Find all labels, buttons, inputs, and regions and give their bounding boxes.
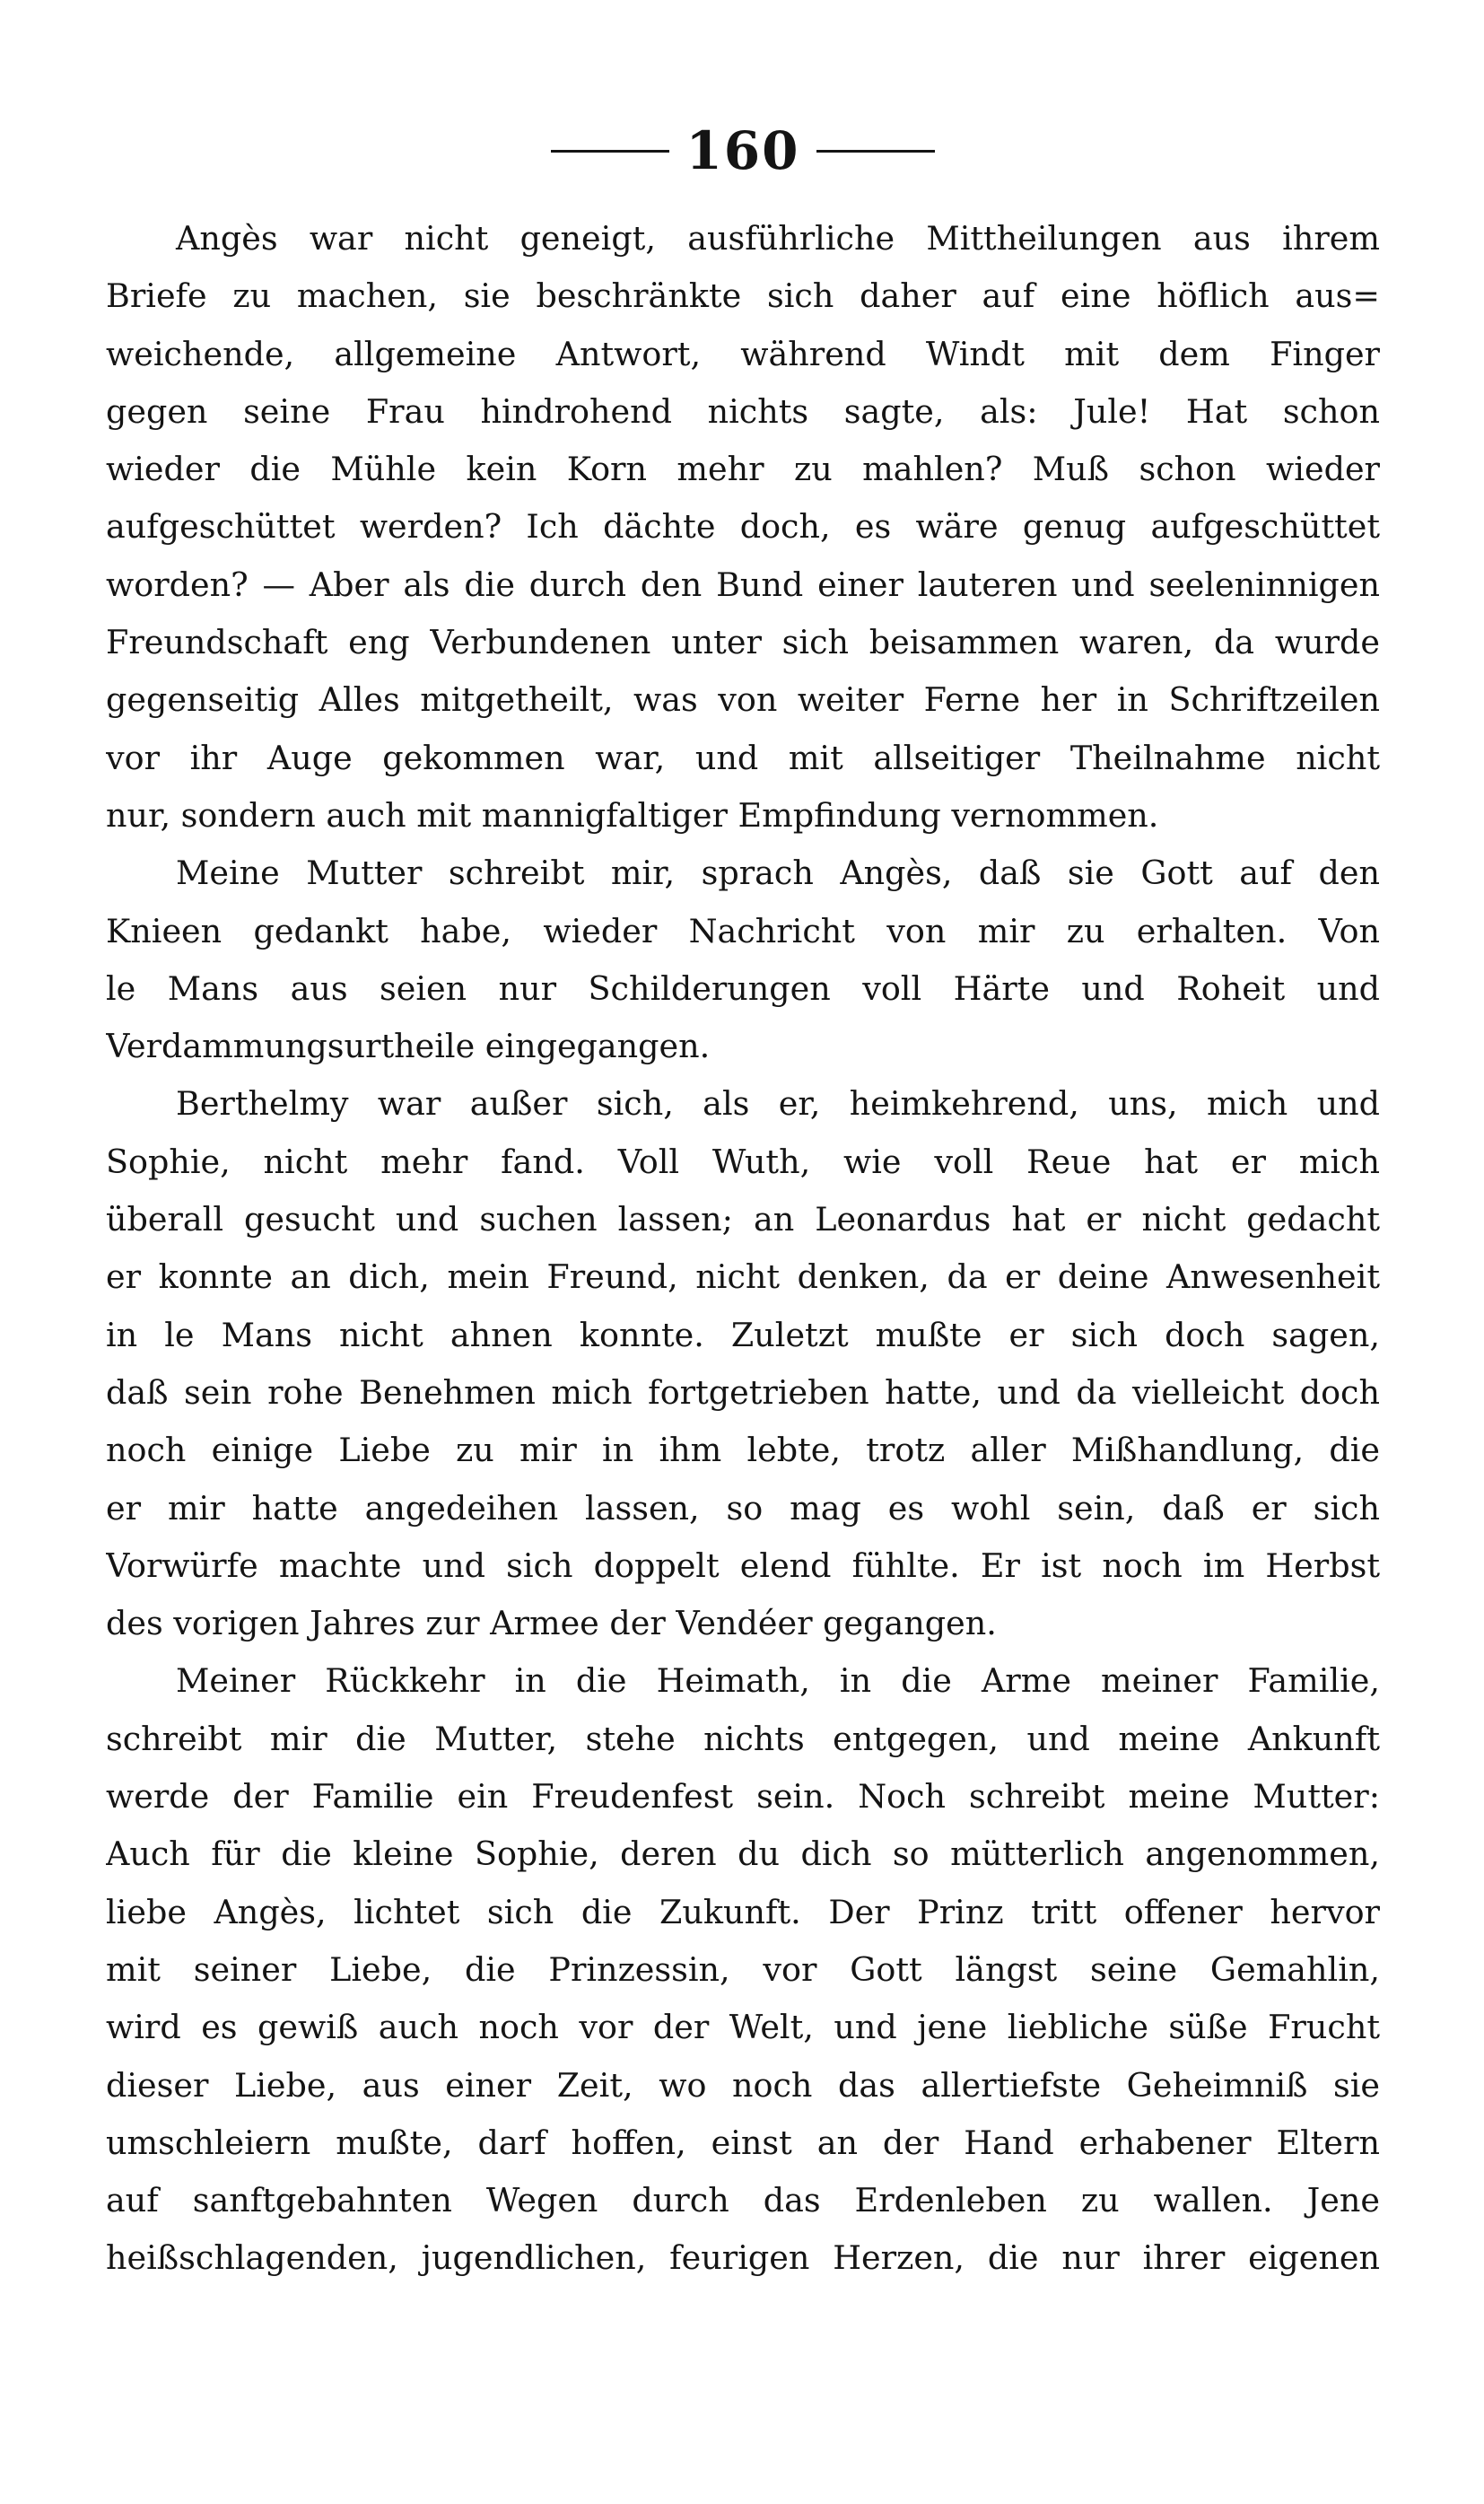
text-line: schreibt mir die Mutter, stehe nichts entgegen, und meine Ankunft [106, 1719, 1380, 1758]
book-page [106, 115, 1380, 2466]
text-line: wieder die Mühle kein Korn mehr zu mahlen? Muß schon wieder [106, 450, 1380, 489]
text-line: daß sein rohe Benehmen mich fortgetrieben hatte, und da vielleicht doch [106, 1372, 1380, 1412]
text-line: mit seiner Liebe, die Prinzessin, vor Gott längst seine Gemahlin, [106, 1949, 1380, 1989]
header-rule-right [816, 150, 935, 153]
text-line: Vorwürfe machte und sich doppelt elend fühlte. Er ist noch im Herbst [106, 1545, 1380, 1585]
text-line: heißschlagenden, jugendlichen, feurigen Herzen, die nur ihrer eigenen [106, 2238, 1380, 2278]
paragraph [106, 1652, 1380, 2287]
text-line: auf sanftgebahnten Wegen durch das Erdenleben zu wallen. Jene [106, 2181, 1380, 2220]
text-line: noch einige Liebe zu mir in ihm lebte, trotz aller Mißhandlung, die [106, 1431, 1380, 1470]
text-line: Meine Mutter schreibt mir, sprach Angès, daß sie Gott auf den [176, 854, 1380, 893]
text-line: liebe Angès, lichtet sich die Zukunft. Der Prinz tritt offener hervor [106, 1892, 1380, 1931]
text-line: Verdammungsurtheile eingegangen. [106, 1027, 711, 1066]
text-line: umschleiern mußte, darf hoffen, einst an der Hand erhabener Eltern [106, 2123, 1380, 2162]
header-rule-left [551, 150, 669, 153]
text-line: nur, sondern auch mit mannigfaltiger Empfindung vernommen. [106, 795, 1159, 835]
page-header [106, 115, 1380, 187]
text-line: gegenseitig Alles mitgetheilt, was von weiter Ferne her in Schriftzeilen [106, 680, 1380, 720]
text-line: er mir hatte angedeihen lassen, so mag es wohl sein, daß er sich [106, 1488, 1380, 1528]
text-line: Knieen gedankt habe, wieder Nachricht von mir zu erhalten. Von [106, 911, 1380, 950]
paragraph [106, 210, 1380, 845]
text-line: gegen seine Frau hindrohend nichts sagte, als: Jule! Hat schon [106, 391, 1380, 431]
text-line: dieser Liebe, aus einer Zeit, wo noch das allertiefste Geheimniß sie [106, 2065, 1380, 2105]
text-line: weichende, allgemeine Antwort, während Windt mit dem Finger [106, 334, 1380, 373]
text-line: er konnte an dich, mein Freund, nicht denken, da er deine Anwesenheit [106, 1257, 1380, 1297]
text-line: worden? — Aber als die durch den Bund einer lauteren und seeleninnigen [106, 565, 1380, 604]
text-line: Angès war nicht geneigt, ausführliche Mittheilungen aus ihrem [176, 219, 1380, 258]
text-line: vor ihr Auge gekommen war, und mit allseitiger Theilnahme nicht [106, 738, 1380, 777]
text-line: Berthelmy war außer sich, als er, heimkehrend, uns, mich und [176, 1084, 1380, 1124]
body-text [106, 210, 1380, 2288]
text-line: des vorigen Jahres zur Armee der Vendéer gegangen. [106, 1604, 997, 1643]
text-line: Meiner Rückkehr in die Heimath, in die Arme meiner Familie, [176, 1661, 1380, 1701]
text-line: Freundschaft eng Verbundenen unter sich beisammen waren, da wurde [106, 623, 1380, 662]
text-line: wird es gewiß auch noch vor der Welt, und jene liebliche süße Frucht [106, 2008, 1380, 2047]
paragraph [106, 1075, 1380, 1652]
text-line: aufgeschüttet werden? Ich dächte doch, es wäre genug aufgeschüttet [106, 507, 1380, 547]
text-line: le Mans aus seien nur Schilderungen voll Härte und Roheit und [106, 968, 1380, 1008]
text-line: in le Mans nicht ahnen konnte. Zuletzt mußte er sich doch sagen, [106, 1315, 1380, 1354]
paragraph [106, 845, 1380, 1075]
text-line: Briefe zu machen, sie beschränkte sich daher auf eine höflich aus= [106, 276, 1380, 316]
text-line: Auch für die kleine Sophie, deren du dich so mütterlich angenommen, [106, 1834, 1380, 1874]
text-line: Sophie, nicht mehr fand. Voll Wuth, wie voll Reue hat er mich [106, 1142, 1380, 1181]
page-number: 160 [685, 120, 800, 181]
text-line: werde der Familie ein Freudenfest sein. Noch schreibt meine Mutter: [106, 1777, 1380, 1817]
text-line: überall gesucht und suchen lassen; an Leonardus hat er nicht gedacht [106, 1200, 1380, 1239]
